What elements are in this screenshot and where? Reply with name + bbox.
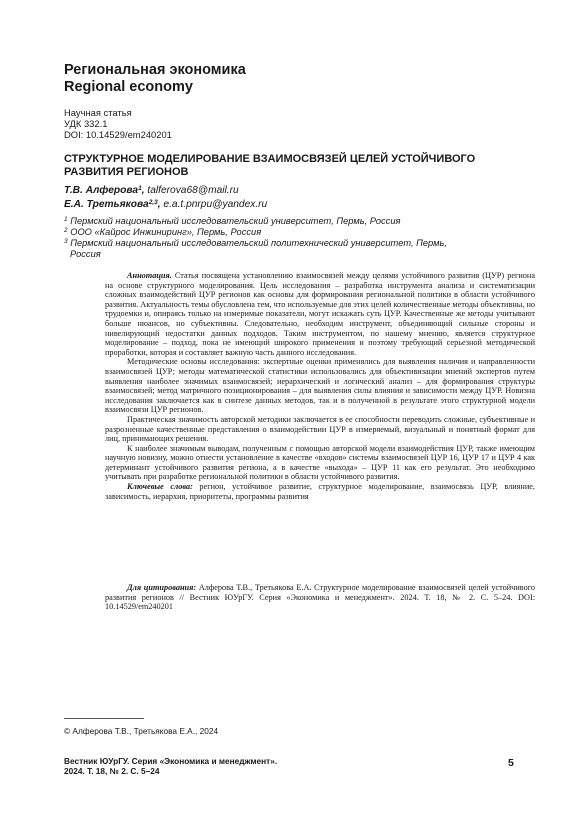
doi: DOI: 10.14529/em240201 (64, 129, 172, 140)
author-name: Т.В. Алферова (64, 185, 139, 196)
affiliation-num: 1 (64, 216, 68, 223)
affiliation-text: ООО «Кайрос Инжиниринг», Пермь, Россия (70, 227, 262, 237)
footer-journal-line: 2024. Т. 18, № 2. С. 5–24 (64, 766, 160, 776)
abstract-label: Аннотация. (127, 271, 172, 280)
article-meta (64, 107, 172, 140)
affiliation-num: 3 (64, 238, 68, 245)
citation-block (105, 583, 535, 612)
affiliation-1 (64, 216, 504, 227)
footnote-divider (64, 718, 144, 719)
author-email[interactable]: e.a.t.pnrpu@yandex.ru (163, 199, 268, 210)
abstract-paragraph: Методические основы исследования: экспертные оценки применялись для выявления наличия и направленности взаимосвязей ЦУР; методы математической статистики использовались для объективизации мнений экспертов путем выявления наиболее значимых взаимосвязей; иерархический и логический анализ – для формирования структуры взаимосвязей; метод матричного позиционирования – для выявления силы влияния и зависимости между ЦУР. Новизна исследования заключается как в синтезе данных методов, так и в полученной в результате этого структурной модели взаимосвязи ЦУР регионов. (105, 357, 535, 415)
affiliation-3-continued: Россия (70, 249, 101, 259)
article-type: Научная статья (64, 107, 132, 118)
author-name: Е.А. Третьякова (64, 199, 149, 210)
journal-section-title-en: Regional economy (64, 79, 193, 95)
author-email[interactable]: talferova68@mail.ru (147, 185, 239, 196)
citation (105, 583, 535, 612)
author-affil-ref: 1 (138, 185, 142, 192)
abstract-paragraph: К наиболее значимым выводам, полученным с помощью авторской модели взаимодействия ЦУР, также имеющим научную новизну, можно отнести установление в качестве «входов» системы взаимосвязей ЦУР 16, ЦУР 17 и ЦУР 4 как детерминант устойчивого развития региона, а в качестве «выхода» – ЦУР 11 как его результат. Это необходимо учитывать при разработке региональной политики в области устойчивого развития. (105, 443, 535, 482)
affiliation-3 (64, 238, 504, 249)
keywords-label: Ключевые слова: (127, 482, 193, 492)
author-2: Е.А. Третьякова$^{2,3}$, e.a.t.pnrpu@yandex.ru (64, 199, 268, 210)
abstract-paragraph (105, 271, 535, 357)
journal-section-title-ru: Региональная экономика (64, 62, 246, 78)
citation-text: Алферова Т.В., Третьякова Е.А. Структурное моделирование взаимосвязей целей устойчивого развития регионов // Вестник ЮУрГУ. Серия «Экономика и менеджмент». 2024. Т. 18, № 2. С. 5–24. DOI: 10.14529/em240201 (105, 583, 535, 612)
author-affil-ref: 2,3 (148, 199, 158, 206)
keywords-text: регион, устойчивое развитие, структурное моделирование, взаимосвязь ЦУР, влияние, зависимость, иерархия, приоритеты, программы развития (105, 482, 535, 501)
abstract-paragraph: Практическая значимость авторской методики заключается в ее способности переводить сложные, субъективные и разрозненные качественные представления о взаимодействии ЦУР в измеряемый, визуальный и понятный формат для лиц, принимающих решения. (105, 414, 535, 444)
page-number: 5 (508, 757, 514, 769)
copyright-footnote: © Алферова Т.В., Третьякова Е.А., 2024 (64, 726, 219, 736)
affiliation-num: 2 (64, 227, 68, 234)
udc-code: УДК 332.1 (64, 118, 108, 129)
article-title: СТРУКТУРНОЕ МОДЕЛИРОВАНИЕ ВЗАИМОСВЯЗЕЙ ЦЕЛЕЙ УСТОЙЧИВОГО РАЗВИТИЯ РЕГИОНОВ (64, 153, 476, 178)
footer-journal-line: Вестник ЮУрГУ. Серия «Экономика и менеджмент». (64, 756, 278, 766)
citation-label: Для цитирования: (127, 583, 197, 592)
author-1: Т.В. Алферова$^1$, talferova68@mail.ru (64, 185, 239, 196)
affiliation-text: Пермский национальный исследовательский политехнический университет, Пермь, (70, 238, 447, 248)
abstract (105, 271, 535, 501)
affiliation-2 (64, 227, 504, 238)
affiliation-list (64, 216, 504, 260)
abstract-text: Статья посвящена установлению взаимосвязей между целями устойчивого развития (ЦУР) региона на основе структурного моделирования. Цель исследования – разработка инструмента анализа и систематизации сложных взаимодействий ЦУР регионов как основы для формирования региональной политики в области устойчивого развития. Актуальность темы обусловлена тем, что используемые для этих целей количественные методы объективны, но трудоемки и, опираясь только на измеримые показатели, могут искажать суть ЦУР. Качественные же методы учитывают больше нюансов, но субъективны. Следовательно, необходим инструмент, объединяющий сильные стороны и нивелирующий недостатки данных подходов. Таким инструментом, по нашему мнению, является структурное моделирование – подход, пока не имеющий широкого применения и поэтому требующий серьезной методической проработки, которая и составляет важную часть данного исследования. (105, 271, 535, 357)
affiliation-text: Пермский национальный исследовательский университет, Пермь, Россия (70, 216, 401, 226)
author-list (64, 184, 267, 212)
footer-journal-info (64, 756, 277, 776)
keywords (105, 482, 535, 501)
